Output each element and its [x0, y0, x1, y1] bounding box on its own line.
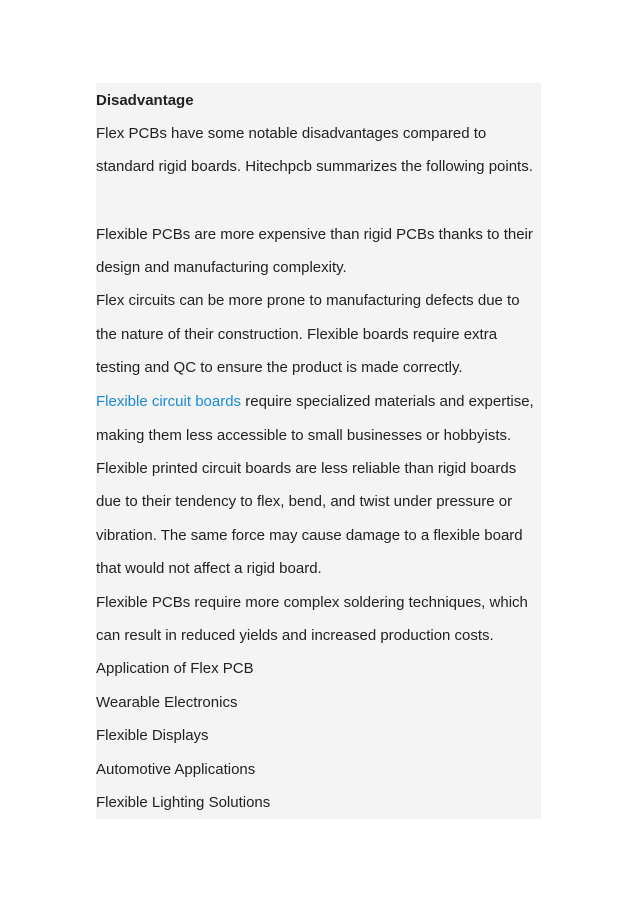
text-line: Flexible PCBs require more complex soldering techniques, which: [96, 594, 528, 611]
text-line: vibration. The same force may cause damage to a flexible board: [96, 527, 523, 544]
link-line: [96, 393, 534, 411]
text-line: Application of Flex PCB: [96, 660, 254, 677]
list-item: Automotive Applications: [96, 761, 256, 778]
text-line: design and manufacturing complexity.: [96, 259, 347, 276]
flexible-circuit-boards-link[interactable]: Flexible circuit boards: [96, 393, 242, 410]
list-item: Flexible Lighting Solutions: [96, 794, 271, 811]
text-line: the nature of their construction. Flexible boards require extra: [96, 326, 498, 343]
text-line: testing and QC to ensure the product is made correctly.: [96, 359, 463, 376]
text-line: that would not affect a rigid board.: [96, 560, 322, 577]
section-heading: Disadvantage: [96, 92, 194, 109]
list-item: Wearable Electronics: [96, 694, 238, 711]
text-line: making them less accessible to small businesses or hobbyists.: [96, 427, 512, 444]
text-line: Flex PCBs have some notable disadvantages compared to: [96, 125, 487, 142]
text-line: due to their tendency to flex, bend, and twist under pressure or: [96, 493, 513, 510]
text-line: can result in reduced yields and increased production costs.: [96, 627, 494, 644]
text-line: Flexible printed circuit boards are less reliable than rigid boards: [96, 460, 517, 477]
link-line-text: require specialized materials and expertise,: [241, 393, 534, 410]
text-line: standard rigid boards. Hitechpcb summarizes the following points.: [96, 158, 533, 175]
list-item: Flexible Displays: [96, 727, 209, 744]
text-line: Flexible PCBs are more expensive than rigid PCBs thanks to their: [96, 226, 533, 243]
text-line: Flex circuits can be more prone to manufacturing defects due to: [96, 292, 520, 309]
